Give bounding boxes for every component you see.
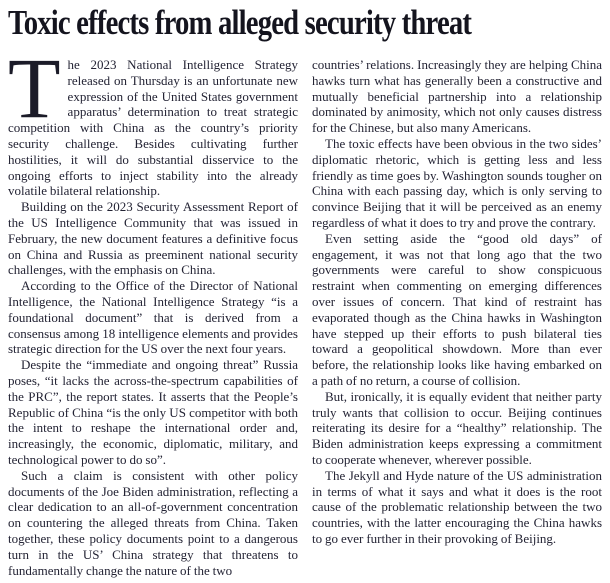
paragraph: Despite the “immediate and ongoing threat” Russia poses, “it lacks the across-the-spectrum capabilities of the PRC”, the report states. It asserts that the People’s Republic of China “is the only US competitor with both the intent to reshape the international order and, increasingly, the economic, diplomatic, military, and technological power to do so”. [8,357,298,467]
paragraph: According to the Office of the Director of National Intelligence, the National Intelligence Strategy “is a foundational document” that is derived from a consensus among 18 intelligence elements and provides strategic direction for the US over the next four years. [8,278,298,357]
paragraph: Such a claim is consistent with other policy documents of the Joe Biden administration, reflecting a clear dedication to an all-of-government concentration on countering the alleged threats from China. Taken together, these policy documents point to a dangerous turn in the US’ China strategy that threatens to fundamentally change the nature of the two [8,467,298,578]
paragraph: The Jekyll and Hyde nature of the US administration in terms of what it says and what it does is the root cause of the problematic relationship between the two countries, with the latter encouraging the China hawks to go ever further in their provoking of Beijing. [312,467,602,546]
paragraph-continuation: countries’ relations. Increasingly they are helping China hawks turn what has generally been a constructive and mutually beneficial partnership into a relationship dominated by animosity, which not only causes distress for the Chinese, but also many Americans. [312,57,602,136]
paragraph: Building on the 2023 Security Assessment Report of the US Intelligence Community that was issued in February, the new document features a definitive focus on China and Russia as preeminent national security challenges, with the emphasis on China. [8,199,298,278]
paragraph: Even setting aside the “good old days” of engagement, it was not that long ago that the two governments were careful to show conspicuous restraint when commenting on emerging differences over issues of concern. That kind of restraint has evaporated though as the China hawks in Washington have stepped up their efforts to push bilateral ties toward a geopolitical showdown. More than ever before, the relationship looks like having embarked on a path of no return, a course of collision. [312,230,602,388]
paragraph: The toxic effects have been obvious in the two sides’ diplomatic rhetoric, which is getting less and less friendly as time goes by. Washington sounds tougher on China with each passing day, which is only serving to convince Beijing that it will be perceived as an enemy regardless of what it does to try and prove the contrary. [312,135,602,230]
paragraph: But, ironically, it is equally evident that neither party truly wants that collision to occur. Beijing continues reiterating its desire for a “healthy” relationship. The Biden administration keeps expressing a commitment to cooperate whenever, wherever possible. [312,388,602,467]
paragraph-lead [8,40,298,199]
drop-cap: T [8,40,61,136]
article-columns [8,40,602,578]
column-right [312,57,602,578]
headline: Toxic effects from alleged security threat [8,3,472,42]
paragraph-text: he 2023 National Intelligence Strategy released on Thursday is an unfortunate new expression of the United States government apparatus’ determination to treat strategic competition with China as the country’s priority security challenge. Besides cultivating further hostilities, it will do substantial disservice to the ongoing efforts to inject stability into the already volatile bilateral relationship. [8,57,298,199]
column-left [8,40,298,578]
